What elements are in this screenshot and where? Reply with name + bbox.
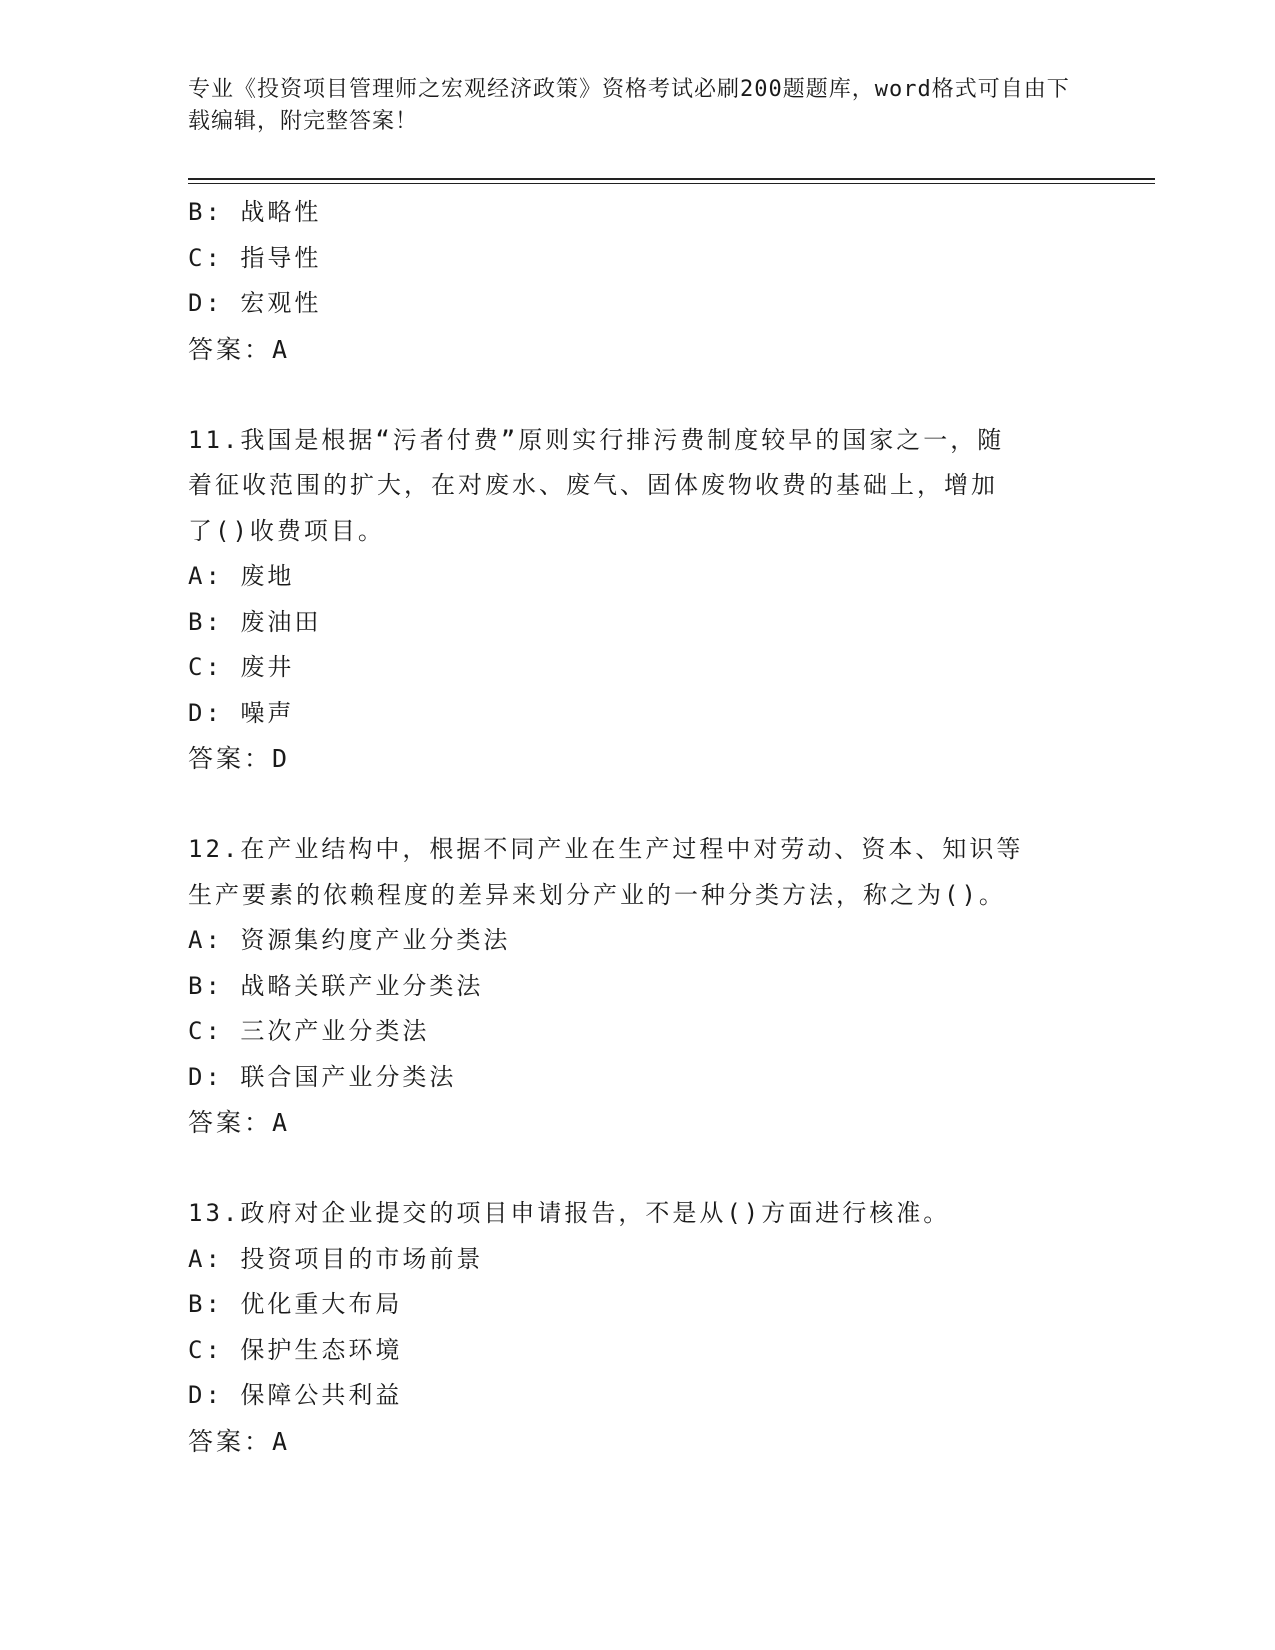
question-block-11 [188, 418, 1088, 782]
answer-line: 答案：A [188, 1108, 291, 1137]
option-b: B: 废油田 [188, 607, 322, 636]
question-text-line: 着征收范围的扩大，在对废水、废气、固体废物收费的基础上，增加 [188, 471, 998, 499]
option-c: C: 保护生态环境 [188, 1335, 403, 1364]
answer-line: 答案：D [188, 744, 291, 773]
spacer [188, 782, 1088, 828]
question-text-line: 了()收费项目。 [188, 516, 385, 545]
option-c: C: 废井 [188, 653, 295, 681]
option-a: A: 废地 [188, 562, 295, 590]
answer-line: 答案：A [188, 1426, 291, 1456]
option-d: D: 联合国产业分类法 [188, 1062, 457, 1091]
option-a: A: 资源集约度产业分类法 [188, 926, 511, 954]
question-block-12 [188, 827, 1088, 1146]
spacer [188, 1146, 1088, 1192]
question-block-13 [188, 1191, 1088, 1464]
question-text-line: 生产要素的依赖程度的差异来划分产业的一种分类方法，称之为()。 [188, 880, 1006, 909]
option-c: C: 三次产业分类法 [188, 1017, 430, 1045]
header-rule-thin [188, 183, 1155, 184]
question-list [188, 190, 1088, 1464]
page-header [188, 74, 1088, 138]
option-a: A: 投资项目的市场前景 [188, 1244, 484, 1273]
answer-line: 答案：A [188, 334, 291, 364]
option-c: C: 指导性 [188, 243, 322, 272]
header-rule-thick [188, 178, 1155, 180]
question-text-line: 11.我国是根据“污者付费”原则实行排污费制度较早的国家之一，随 [188, 425, 1005, 454]
option-d: D: 宏观性 [188, 289, 322, 317]
header-title: 专业《投资项目管理师之宏观经济政策》资格考试必刷200题题库，word格式可自由下载编辑，附完整答案！ [188, 77, 1070, 134]
question-text-line: 13.政府对企业提交的项目申请报告，不是从()方面进行核准。 [188, 1199, 951, 1227]
question-text-line: 12.在产业结构中，根据不同产业在生产过程中对劳动、资本、知识等 [188, 835, 1024, 863]
spacer [188, 372, 1088, 418]
option-d: D: 噪声 [188, 698, 295, 727]
question-block-10 [188, 190, 1088, 372]
option-b: B: 战略关联产业分类法 [188, 971, 484, 1000]
option-b: B: 战略性 [188, 198, 322, 226]
option-b: B: 优化重大布局 [188, 1290, 403, 1318]
option-d: D: 保障公共利益 [188, 1381, 403, 1409]
